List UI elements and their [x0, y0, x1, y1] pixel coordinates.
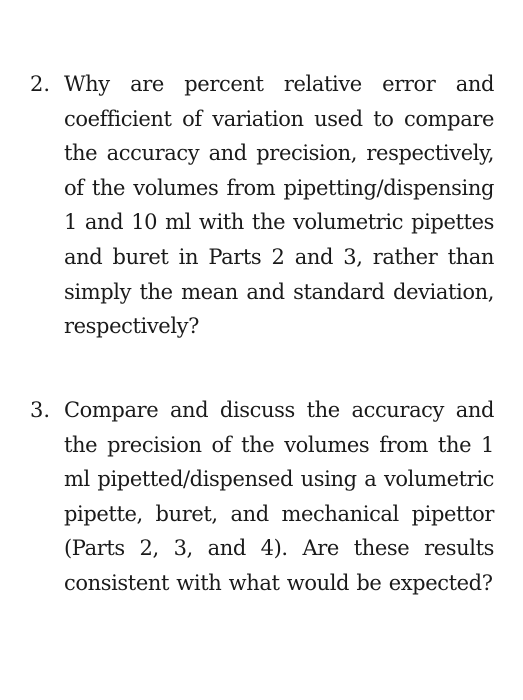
question-text: Compare and discuss the accuracy and the precision of the volumes from the 1 ml pipetted/dispensed using a volumetric pipette, buret, and mechanical pipettor (Parts 2, 3, and 4). Are these results consistent with what would be expected? — [64, 398, 494, 595]
question-number: 2. — [30, 72, 51, 96]
question-number: 3. — [30, 398, 51, 422]
question-2 — [30, 67, 494, 344]
question-3 — [30, 393, 494, 601]
question-text: Why are percent relative error and coefficient of variation used to compare the accuracy and precision, respectively, of the volumes from pipetting/dispensing 1 and 10 ml with the volumetric pipettes and buret in Parts 2 and 3, rather than simply the mean and standard deviation, respectively? — [64, 72, 494, 339]
